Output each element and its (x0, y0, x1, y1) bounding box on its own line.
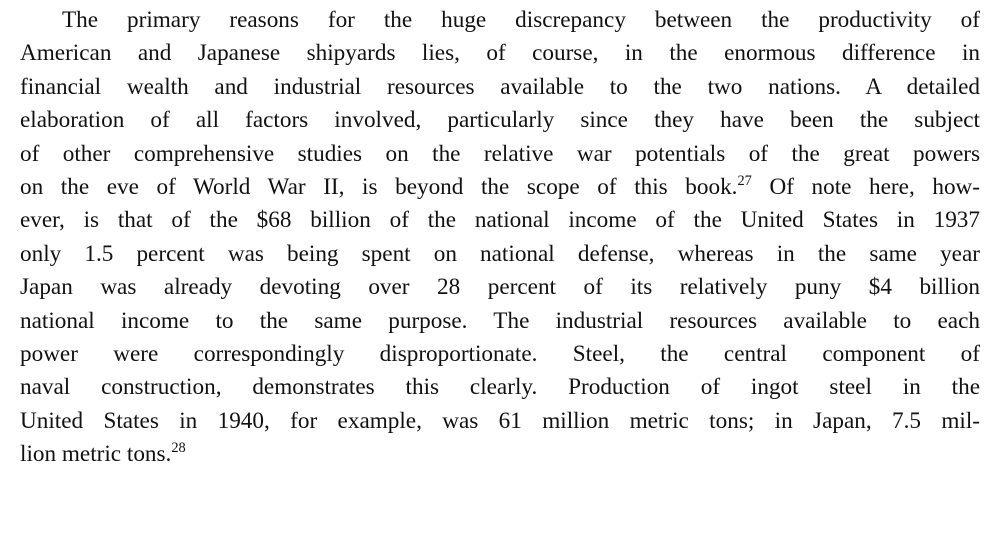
body-paragraph (20, 4, 980, 471)
text-line-11: power were correspondingly disproportionate. Steel, the central component of (20, 340, 980, 367)
text-line-10: national income to the same purpose. The industrial resources available to each (20, 307, 980, 334)
text-line-8: only 1.5 percent was being spent on national defense, whereas in the same year (20, 240, 980, 267)
footnote-ref-27: 27 (737, 173, 752, 190)
text-line-14 (20, 438, 980, 471)
text-line-2: American and Japanese shipyards lies, of course, in the enormous difference in (20, 40, 980, 67)
text-line-7: ever, is that of the $68 billion of the national income of the United States in 1937 (20, 207, 980, 234)
text-line-13: United States in 1940, for example, was 61 million metric tons; in Japan, 7.5 mil- (20, 407, 980, 434)
text-line-4: elaboration of all factors involved, particularly since they have been the subject (20, 107, 980, 134)
text-line-1: The primary reasons for the huge discrepancy between the productivity of (62, 7, 980, 33)
text-line-9: Japan was already devoting over 28 percent of its relatively puny $4 billion (20, 274, 980, 301)
text-line-3: financial wealth and industrial resources available to the two nations. A detailed (20, 73, 980, 100)
text-line-6-part-2: Of note here, how- (751, 173, 980, 200)
text-line-6-part-1: on the eve of World War II, is beyond the scope of this book. (20, 173, 738, 200)
text-line-5: of other comprehensive studies on the relative war potentials of the great powers (20, 140, 980, 167)
text-line-14-text: lion metric tons. (20, 441, 172, 468)
footnote-ref-28: 28 (171, 440, 186, 457)
text-line-12: naval construction, demonstrates this clearly. Production of ingot steel in the (20, 374, 980, 401)
text-line-6 (20, 171, 980, 204)
